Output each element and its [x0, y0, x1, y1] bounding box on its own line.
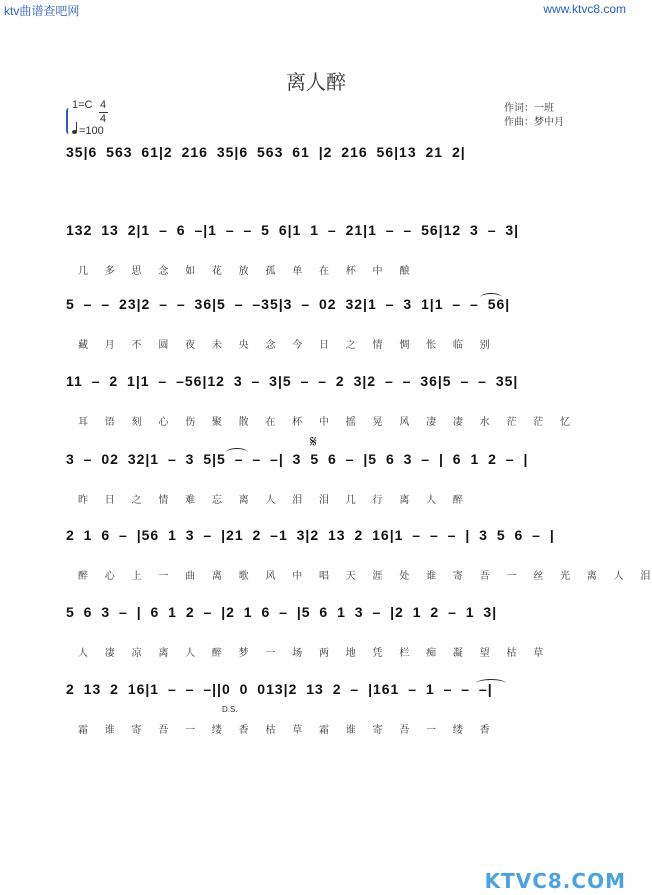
tempo — [72, 125, 104, 137]
tempo-value: =100 — [79, 125, 104, 137]
notation-line: 11 – 2 1|1 – –56|12 3 – 3|5 – – 2 3|2 – – 36|5 – – 35| — [66, 373, 519, 389]
notation-line: 5 6 3 – | 6 1 2 – |2 1 6 – |5 6 1 3 – |2 1 2 – 1 3| — [66, 604, 498, 620]
quarter-note-icon — [72, 130, 77, 134]
site-url-right: www.ktvc8.com — [543, 2, 626, 16]
credits — [504, 102, 564, 130]
lyric-line: 几 多 思 念 如 花 放 孤 单 在 杯 中 酿 — [78, 266, 412, 277]
lyric-line: 醉 心 上 一 曲 离 歌 风 中 唱 天 涯 处 谁 寄 吾 一 丝 光 离 人 泪 — [78, 571, 652, 582]
site-name-left: ktv曲谱查吧网 — [4, 4, 80, 18]
notation-line: 3 – 02 32|1 – 3 5|5 – – –| 3 5 6 – |5 6 3 – | 6 1 2 – | — [66, 451, 529, 467]
composer: 作曲：梦中月 — [504, 117, 564, 128]
score-meta — [72, 99, 107, 125]
notation-line: 2 13 2 16|1 – – –||0 0 013|2 13 2 – |161 – 1 – – –| — [66, 681, 493, 697]
notation-line: 132 13 2|1 – 6 –|1 – – 5 6|1 1 – 21|1 – – 56|12 3 – 3| — [66, 222, 520, 238]
notation-line: 2 1 6 – |56 1 3 – |21 2 –1 3|2 13 2 16|1 – – – | 3 5 6 – | — [66, 527, 555, 543]
lyric-line: 人 凄 凉 离 人 醉 梦 一 场 两 地 凭 栏 痴 凝 望 枯 草 — [78, 648, 546, 659]
notation-line: 5 – – 23|2 – – 36|5 – –35|3 – 02 32|1 – 3 1|1 – – 56| — [66, 296, 511, 312]
lyric-line: 耳 语 刻 心 伤 聚 散 在 杯 中 摇 晃 风 凄 凄 水 茫 茫 忆 — [78, 417, 573, 428]
ds-mark: D.S. — [222, 705, 238, 714]
lyricist: 作词：一班 — [504, 103, 554, 114]
time-denominator: 4 — [100, 113, 107, 125]
slur-mark — [476, 679, 506, 688]
slur-mark — [480, 293, 502, 302]
time-numerator: 4 — [100, 99, 107, 111]
notation-line: 35|6 563 61|2 216 35|6 563 61 |2 216 56|13 21 2| — [66, 144, 466, 160]
lyric-line: 昨 日 之 情 难 忘 离 人 泪 泪 几 行 离 人 醉 — [78, 495, 465, 506]
site-logo: KTVC8.COM — [484, 869, 626, 893]
segno-sign: 𝄋 — [310, 432, 317, 451]
key-signature: 1=C — [72, 99, 93, 111]
slur-mark — [226, 448, 248, 457]
lyric-line: 霜 谁 寄 吾 一 缕 香 枯 草 霜 谁 寄 吾 一 缕 香 — [78, 725, 492, 736]
lyric-line: 藏 月 不 圆 夜 未 央 念 今 日 之 情 惆 怅 临 别 — [78, 340, 492, 351]
song-title: 离人醉 — [286, 70, 346, 94]
